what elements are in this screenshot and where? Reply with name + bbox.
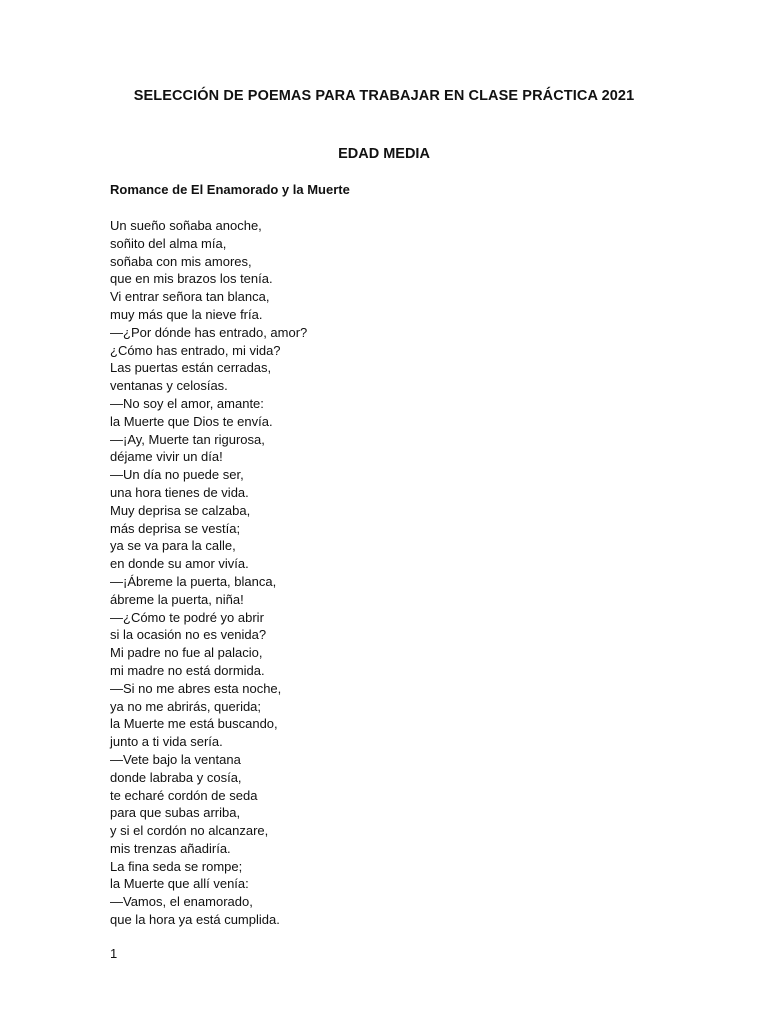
poem-line: —Si no me abres esta noche, <box>110 680 282 696</box>
poem-line: —¡Ábreme la puerta, blanca, <box>110 573 277 589</box>
poem-line: ya se va para la calle, <box>110 538 236 554</box>
poem-line: donde labraba y cosía, <box>110 769 242 785</box>
poem-line: ya no me abrirás, querida; <box>110 698 262 714</box>
poem-line: Mi padre no fue al palacio, <box>110 645 263 661</box>
poem-line: Un sueño soñaba anoche, <box>110 218 262 233</box>
poem-line: que en mis brazos los tenía. <box>110 271 273 287</box>
poem-line: mi madre no está dormida. <box>110 662 265 678</box>
poem-body <box>110 217 670 929</box>
poem-line: mis trenzas añadiría. <box>110 840 231 856</box>
poem-line: te echaré cordón de seda <box>110 787 258 803</box>
poem-line: si la ocasión no es venida? <box>110 627 267 643</box>
poem-line: muy más que la nieve fría. <box>110 306 263 322</box>
poem-line: —Vamos, el enamorado, <box>110 894 253 910</box>
poem-line: Las puertas están cerradas, <box>110 360 272 376</box>
section-heading: EDAD MEDIA <box>338 146 430 162</box>
poem-line: en donde su amor vivía. <box>110 556 249 572</box>
poem-line: ventanas y celosías. <box>110 378 228 394</box>
poem-line: La fina seda se rompe; <box>110 858 243 874</box>
poem-line: Vi entrar señora tan blanca, <box>110 289 270 305</box>
poem-line: —Un día no puede ser, <box>110 467 244 483</box>
poem-line: —¿Por dónde has entrado, amor? <box>110 324 308 340</box>
poem-line: para que subas arriba, <box>110 805 241 821</box>
poem-line: más deprisa se vestía; <box>110 520 241 536</box>
poem-line: ¿Cómo has entrado, mi vida? <box>110 342 281 358</box>
poem-title: Romance de El Enamorado y la Muerte <box>110 182 350 197</box>
poem-line: una hora tienes de vida. <box>110 484 249 500</box>
page-number: 1 <box>110 946 118 961</box>
poem-line: —¿Cómo te podré yo abrir <box>110 609 264 625</box>
poem-line: soñito del alma mía, <box>110 235 227 251</box>
poem-line: soñaba con mis amores, <box>110 253 252 269</box>
poem-line: ábreme la puerta, niña! <box>110 591 244 607</box>
poem-line: la Muerte que allí venía: <box>110 876 249 892</box>
poem-line: déjame vivir un día! <box>110 449 223 465</box>
poem-line: —Vete bajo la ventana <box>110 751 241 767</box>
poem-line: —No soy el amor, amante: <box>110 395 264 411</box>
poem-line: junto a ti vida sería. <box>110 734 223 750</box>
poem-line: la Muerte me está buscando, <box>110 716 278 732</box>
poem-line: Muy deprisa se calzaba, <box>110 502 251 518</box>
poem-line: que la hora ya está cumplida. <box>110 912 280 928</box>
poem-line: y si el cordón no alcanzare, <box>110 823 269 839</box>
poem-line: la Muerte que Dios te envía. <box>110 413 273 429</box>
poem-line: —¡Ay, Muerte tan rigurosa, <box>110 431 265 447</box>
document-title: SELECCIÓN DE POEMAS PARA TRABAJAR EN CLASE PRÁCTICA 2021 <box>133 88 635 104</box>
